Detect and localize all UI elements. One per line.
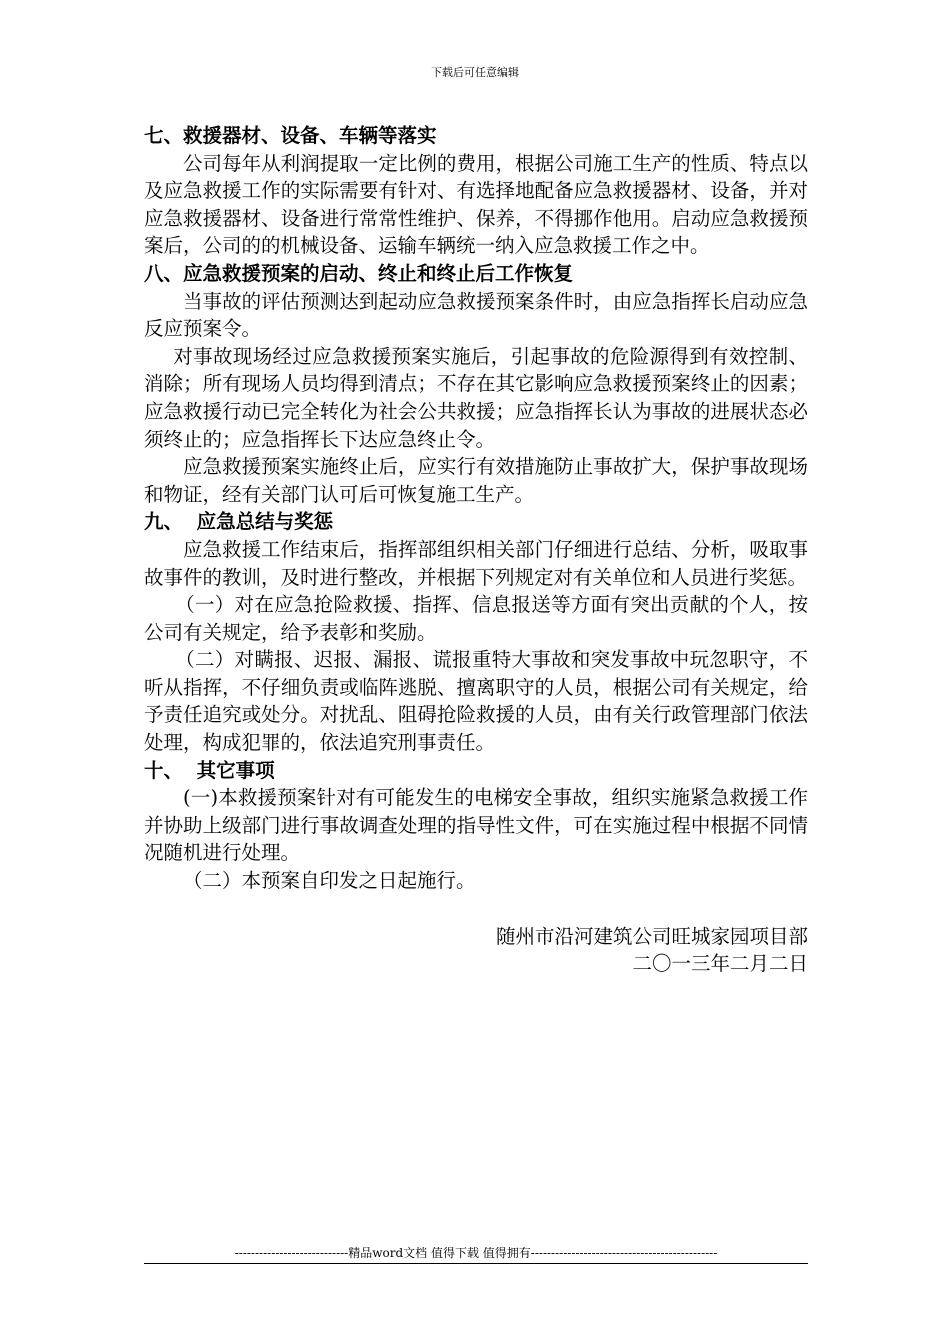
document-body xyxy=(144,122,808,978)
paragraph: （二）对瞒报、迟报、漏报、谎报重特大事故和突发事故中玩忽职守，不听从指挥，不仔细负责或临阵逃脱、擅离职守的人员，根据公司有关规定，给予责任追究或处分。对扰乱、阻碍抢险救援的人员，由有关行政管理部门依法处理，构成犯罪的，依法追究刑事责任。 xyxy=(144,648,808,755)
section-heading-9: 九、 应急总结与奖惩 xyxy=(144,510,334,534)
paragraph: 当事故的评估预测达到起动应急救援预案条件时，由应急指挥长启动应急反应预案令。 xyxy=(144,289,808,341)
section-heading-8: 八、应急救援预案的启动、终止和终止后工作恢复 xyxy=(144,261,574,285)
paragraph: （一）对在应急抢险救援、指挥、信息报送等方面有突出贡献的个人，按公司有关规定，给予表彰和奖励。 xyxy=(144,593,808,644)
paragraph: 应急救援工作结束后，指挥部组织相关部门仔细进行总结、分析，吸取事故事件的教训，及时进行整改，并根据下列规定对有关单位和人员进行奖惩。 xyxy=(144,537,808,589)
section-heading-7: 七、救援器材、设备、车辆等落实 xyxy=(144,124,437,147)
paragraph: 应急救援预案实施终止后，应实行有效措施防止事故扩大，保护事故现场和物证，经有关部门认可后可恢复施工生产。 xyxy=(144,455,808,506)
paragraph: （二）本预案自印发之日起施行。 xyxy=(183,869,476,893)
paragraph: 对事故现场经过应急救援预案实施后，引起事故的危险源得到有效控制、消除；所有现场人员均得到清点；不存在其它影响应急救援预案终止的因素；应急救援行动已完全转化为社会公共救援；应急指挥长认为事故的进展状态必须终止的；应急指挥长下达应急终止令。 xyxy=(144,344,808,451)
spacer xyxy=(144,895,808,923)
page-footer: ----------------------------精品word文档 值得下载 值得拥有---------------------------------------------- xyxy=(234,1246,718,1260)
signature-org: 随州市沿河建筑公司旺城家园项目部 xyxy=(495,924,808,948)
paragraph: 公司每年从利润提取一定比例的费用，根据公司施工生产的性质、特点以及应急救援工作的实际需要有针对、有选择地配备应急救援器材、设备，并对应急救援器材、设备进行常常性维护、保养，不得挪作他用。启动应急救援预案后，公司的的机械设备、运输车辆统一纳入应急救援工作之中。 xyxy=(144,151,808,258)
signature-date: 二〇一三年二月二日 xyxy=(632,952,808,976)
paragraph: (一)本救援预案针对有可能发生的电梯安全事故，组织实施紧急救援工作并协助上级部门进行事故调查处理的指导性文件，可在实施过程中根据不同情况随机进行处理。 xyxy=(144,786,808,865)
section-heading-10: 十、 其它事项 xyxy=(144,758,275,782)
page-header: 下载后可任意编辑 xyxy=(431,66,519,79)
footer-rule xyxy=(144,1263,808,1264)
